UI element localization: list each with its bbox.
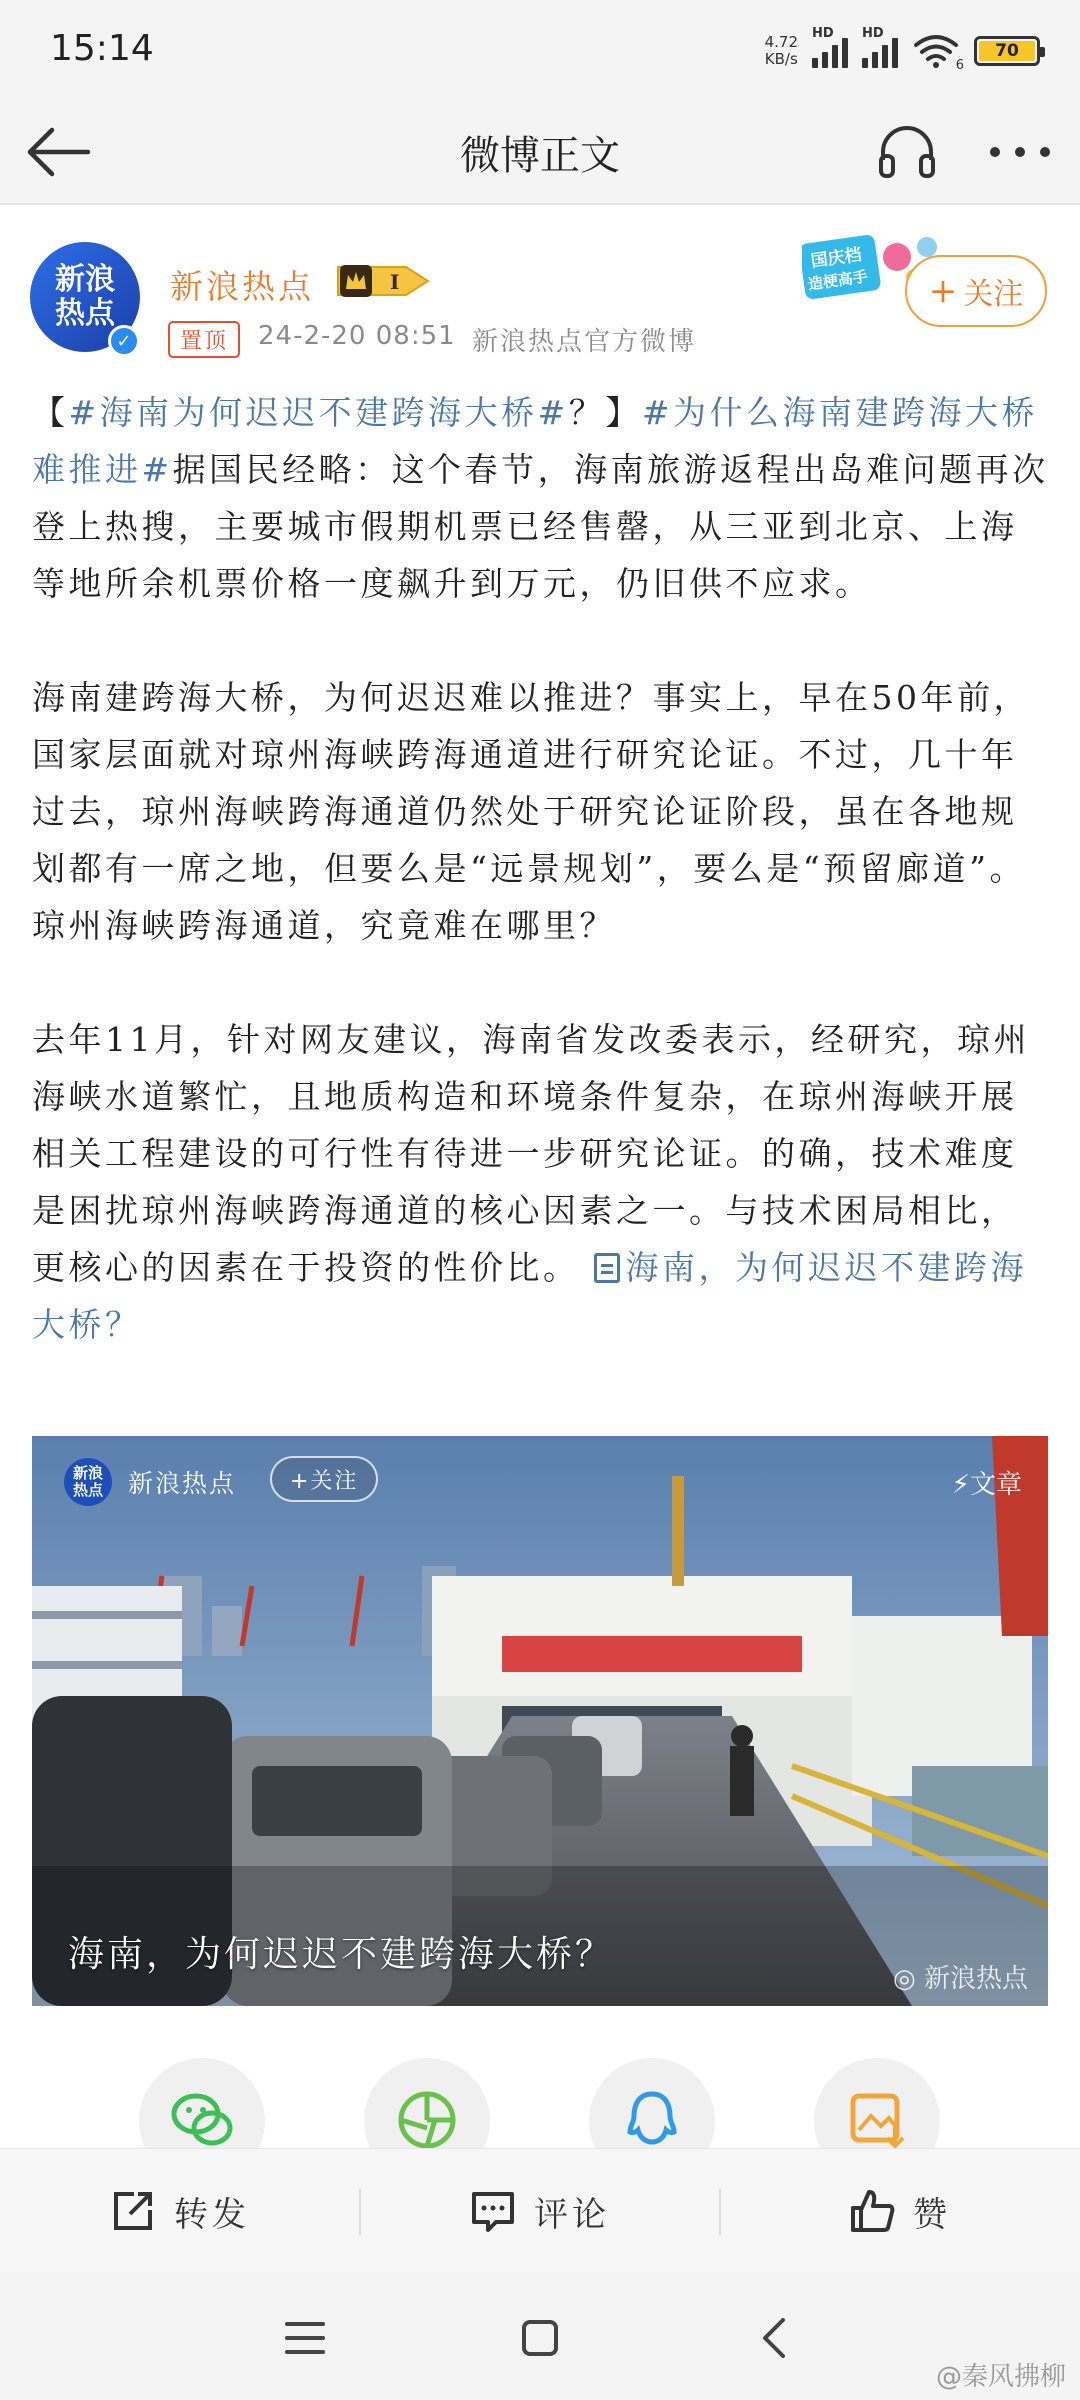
follow-button[interactable]: + 关注 <box>905 255 1047 327</box>
card-caption: 海南，为何迟迟不建跨海大桥？ <box>68 1934 615 1975</box>
article-card[interactable] <box>32 1436 1048 2006</box>
status-time: 15:14 <box>50 28 154 69</box>
more-icon[interactable] <box>985 120 1055 184</box>
moments-icon[interactable] <box>364 2058 490 2148</box>
network-speed: 4.72 KB/s <box>764 33 798 68</box>
verified-icon: ✓ <box>108 325 140 357</box>
post-paragraph-1: 【#海南为何迟迟不建跨海大桥#？】#为什么海南建跨海大桥难推进#据国民经略：这个春节，海南旅游返程出岛难问题再次登上热搜，主要城市假期机票已经售罄，从三亚到北京、上海等地所余机票价格一度飙升到万元，仍旧供不应求。 <box>32 393 1049 603</box>
card-watermark: ◎ 新浪热点 <box>893 1964 1028 1994</box>
home-icon[interactable] <box>510 2308 570 2368</box>
page-title: 微博正文 <box>460 133 620 179</box>
svg-text:国庆档: 国庆档 <box>809 244 863 272</box>
back-icon[interactable] <box>745 2308 805 2368</box>
post-content <box>32 384 1052 1410</box>
qq-icon[interactable] <box>589 2058 715 2148</box>
wechat-icon[interactable] <box>139 2058 265 2148</box>
wifi-icon: 6 <box>912 33 960 69</box>
image-watermark: @秦风拂柳 <box>935 2362 1066 2392</box>
card-follow-button[interactable]: +关注 <box>270 1456 378 1502</box>
repost-icon <box>110 2188 156 2234</box>
comment-button[interactable]: 评论 <box>360 2149 720 2273</box>
share-row <box>0 2058 1080 2148</box>
bottom-action-bar <box>0 2148 1080 2272</box>
weibo-logo-icon: ◎ <box>893 1964 916 1994</box>
author-avatar[interactable]: 新浪 热点 <box>30 242 140 352</box>
status-icons <box>765 26 1040 76</box>
lightning-icon: ⚡ <box>951 1470 970 1500</box>
article-cover-image <box>32 1436 1048 2006</box>
post-datetime: 24-2-20 08:51 <box>258 321 456 351</box>
pinned-tag: 置顶 <box>168 321 240 358</box>
headphone-icon[interactable] <box>875 120 939 184</box>
post-header <box>0 207 1080 377</box>
article-type-label: ⚡文章 <box>951 1470 1022 1500</box>
vip-level-badge <box>336 261 436 301</box>
comment-icon <box>470 2188 516 2234</box>
save-image-icon[interactable] <box>814 2058 940 2148</box>
article-link[interactable]: 海南，为何迟迟不建跨海大桥？ <box>32 1248 1027 1344</box>
post-paragraph-3: 去年11月，针对网友建议，海南省发改委表示，经研究，琼州海峡水道繁忙，且地质构造和环境条件复杂，在琼州海峡开展相关工程建设的可行性有待进一步研究论证。的确，技术难度是困扰琼州海峡跨海通道的核心因素之一。与技术困局相比，更核心的因素在于投资的性价比。 海南，为何迟迟不建跨海大桥？ <box>32 1020 1030 1344</box>
plus-icon: + <box>928 271 958 311</box>
thumbs-up-icon <box>849 2188 895 2234</box>
article-icon <box>594 1253 620 1283</box>
like-button[interactable]: 赞 <box>720 2149 1080 2273</box>
battery-icon <box>974 36 1040 66</box>
card-author-name[interactable]: 新浪热点 <box>128 1469 237 1498</box>
hashtag-link[interactable]: #海南为何迟迟不建跨海大桥# <box>68 393 569 432</box>
svg-text:造梗高手: 造梗高手 <box>806 267 869 294</box>
post-source: 新浪热点官方微博 <box>472 327 697 357</box>
repost-button[interactable]: 转发 <box>0 2149 360 2273</box>
post-paragraph-2: 海南建跨海大桥，为何迟迟难以推进？事实上，早在50年前，国家层面就对琼州海峡跨海通道进行研究论证。不过，几十年过去，琼州海峡跨海通道仍然处于研究论证阶段，虽在各地规划都有一席之地，但要么是“远景规划”，要么是“预留廊道”。琼州海峡跨海通道，究竟难在哪里？ <box>32 678 1030 945</box>
status-bar <box>0 0 1080 100</box>
cellular-signal-icon: HD <box>812 34 848 68</box>
menu-icon[interactable] <box>275 2308 335 2368</box>
card-author-avatar[interactable]: 新浪 热点 <box>64 1458 112 1506</box>
system-nav-bar <box>0 2272 1080 2400</box>
author-name[interactable]: 新浪热点 <box>170 267 314 306</box>
hashtag-link[interactable]: #为什么海南建跨海大桥难推进# <box>32 393 1038 489</box>
top-nav-bar <box>0 100 1080 205</box>
battery-level: 70 <box>979 41 1035 61</box>
svg-text:I: I <box>390 270 400 294</box>
cellular-signal-icon-2: HD <box>862 34 898 68</box>
